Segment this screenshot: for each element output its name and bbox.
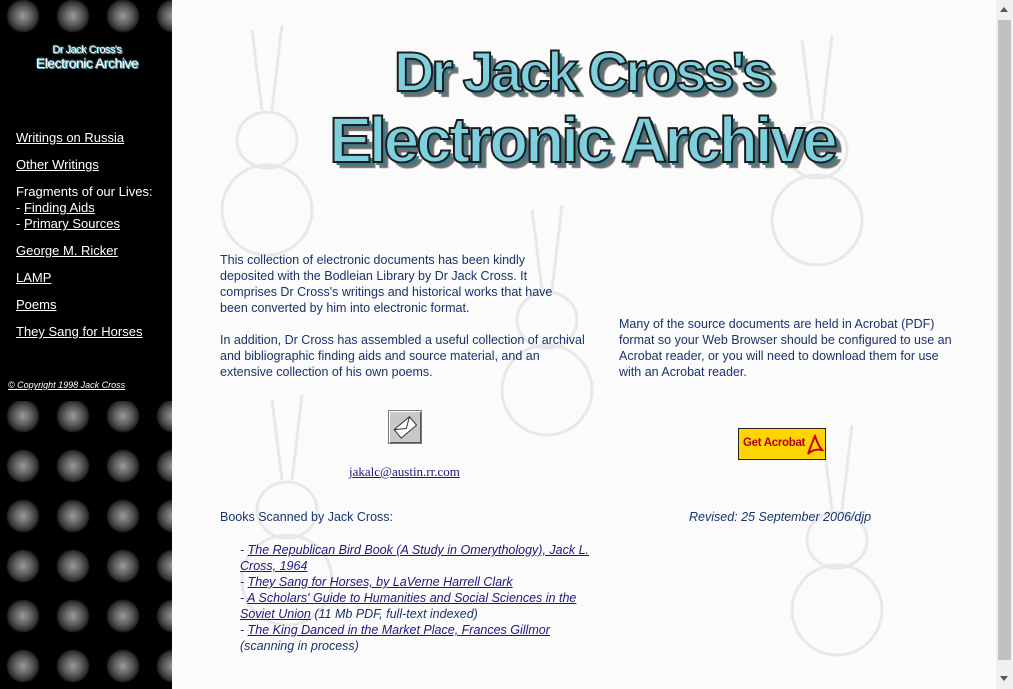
email-link[interactable]: jakalc@austin.rr.com — [349, 464, 460, 479]
books-heading: Books Scanned by Jack Cross: — [220, 510, 393, 524]
revised-date: Revised: 25 September 2006/djp — [689, 510, 872, 524]
sidebar-logo-line2: Electronic Archive — [35, 55, 139, 71]
acrobat-info-paragraph: Many of the source documents are held in Acrobat (PDF) format so your Web Browser should be configured to use an Acrobat reader, or you will need to download them for use with an Acrobat reader. — [619, 317, 952, 379]
nav-item-finding-aids — [16, 200, 95, 215]
nav-link-finding-aids[interactable]: Finding Aids — [23, 200, 95, 215]
get-acrobat-button[interactable] — [738, 428, 826, 460]
get-acrobat-label: Get Acrobat — [743, 437, 806, 449]
scroll-down-button[interactable] — [996, 669, 1013, 689]
sidebar-logo-line1: Dr Jack Cross's — [52, 44, 122, 56]
book-note: (11 Mb PDF, full-text indexed) — [310, 607, 478, 621]
main-content — [172, 0, 996, 689]
nav-link-poems[interactable]: Poems — [16, 297, 57, 312]
scroll-up-button[interactable] — [996, 0, 1013, 20]
nav-link-george-ricker[interactable]: George M. Ricker — [16, 243, 118, 258]
nav-link-other-writings[interactable]: Other Writings — [16, 157, 99, 172]
book-note: (scanning in process) — [240, 639, 359, 653]
email-icon[interactable] — [388, 410, 422, 444]
scroll-thumb[interactable] — [998, 20, 1011, 660]
nav-item-primary-sources — [16, 216, 120, 231]
nav-link-writings-on-russia[interactable]: Writings on Russia — [16, 130, 125, 145]
list-item — [240, 574, 600, 590]
nav-link-lamp[interactable]: LAMP — [16, 270, 52, 285]
copyright-link[interactable]: © Copyright 1998 Jack Cross — [8, 380, 126, 390]
list-bullet: - — [240, 623, 248, 637]
vertical-scrollbar[interactable] — [996, 0, 1013, 689]
books-list — [240, 542, 600, 654]
book-link[interactable]: A Scholars' Guide to Humanities and Social Sciences in the Soviet Union — [240, 591, 577, 621]
acrobat-logo — [805, 434, 825, 456]
list-item — [240, 590, 600, 622]
sidebar — [0, 0, 172, 689]
list-bullet: - — [240, 575, 248, 589]
list-item — [240, 622, 600, 654]
sidebar-logo — [26, 44, 148, 71]
nav-bullet: - — [16, 200, 24, 215]
list-item — [240, 542, 600, 574]
nav-fragments-label: Fragments of our Lives: — [16, 184, 153, 199]
nav-link-they-sang-for-horses[interactable]: They Sang for Horses — [16, 324, 143, 339]
intro-paragraph-2: In addition, Dr Cross has assembled a useful collection of archival and bibliographic finding aids and source material, and an extensive collection of his own poems. — [220, 333, 585, 379]
list-bullet: - — [240, 543, 248, 557]
nav-bullet: - — [16, 216, 24, 231]
book-link[interactable]: The Republican Bird Book (A Study in Omerythology), Jack L. Cross, 1964 — [240, 543, 589, 573]
scroll-down-arrow-icon — [1000, 676, 1008, 681]
list-bullet: - — [240, 591, 248, 605]
book-link[interactable]: The King Danced in the Market Place, Frances Gillmor — [247, 623, 550, 637]
page-title-line1: Dr Jack Cross's — [393, 40, 771, 103]
page-title-banner — [272, 40, 892, 176]
rabbit-watermark — [472, 200, 622, 440]
scroll-up-arrow-icon — [1000, 7, 1008, 12]
intro-paragraph: This collection of electronic documents has been kindly deposited with the Bodleian Library by Dr Jack Cross. It comprises Dr Cross's writings and historical works that have been converted by him into electronic format. — [220, 253, 553, 315]
page-title-line2: Electronic Archive — [329, 104, 835, 176]
book-link[interactable]: They Sang for Horses, by LaVerne Harrell Clark — [247, 575, 513, 589]
nav-link-primary-sources[interactable]: Primary Sources — [23, 216, 121, 231]
